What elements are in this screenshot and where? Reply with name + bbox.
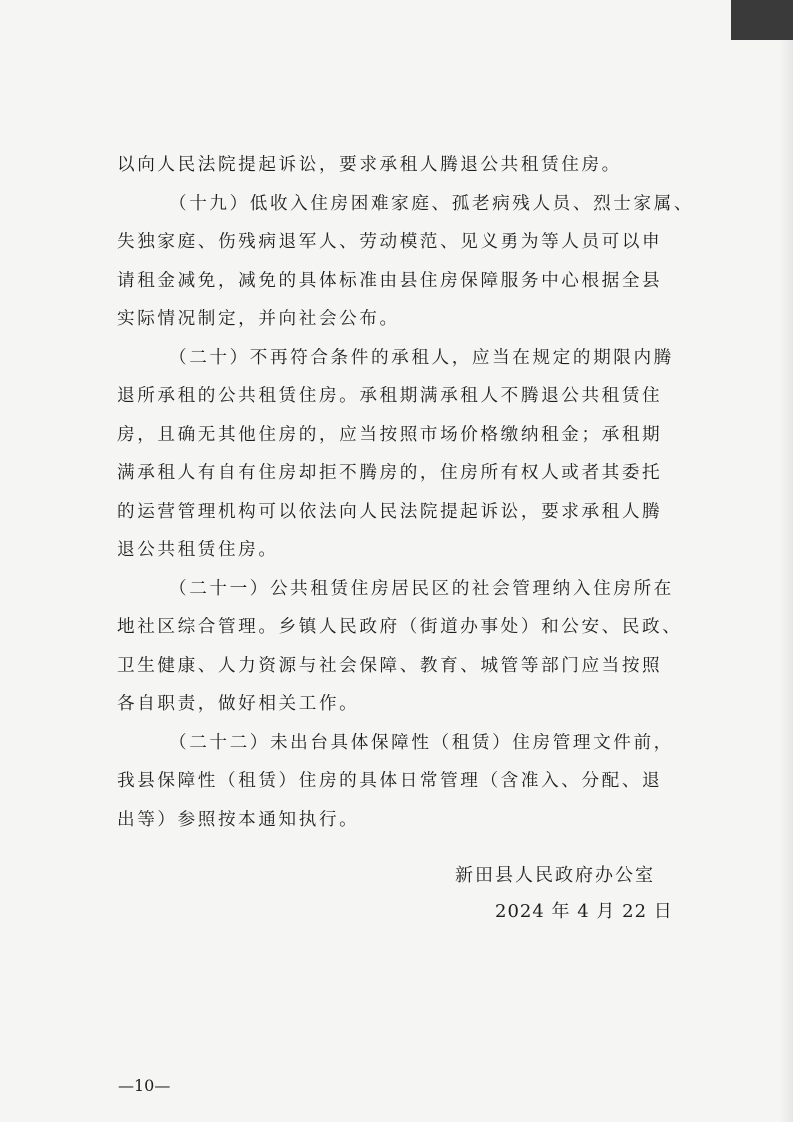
body-line: 退公共租赁住房。 (117, 540, 279, 560)
scan-edge-shadow (779, 40, 793, 1122)
body-line: （二十一）公共租赁住房居民区的社会管理纳入住房所在 (169, 578, 674, 599)
body-line: 请租金减免，减免的具体标准由县住房保障服务中心根据全县 (117, 270, 663, 291)
body-line: （二十）不再符合条件的承租人，应当在规定的期限内腾 (169, 347, 674, 368)
body-line: （十九）低收入住房困难家庭、孤老病残人员、烈士家属、 (169, 193, 695, 214)
body-line: 的运营管理机构可以依法向人民法院提起诉讼，要求承租人腾 (117, 501, 663, 522)
scan-corner-mark (731, 0, 793, 40)
body-text (117, 146, 695, 839)
body-line: 满承租人有自有住房却拒不腾房的，住房所有权人或者其委托 (117, 463, 663, 483)
body-line: 出等）参照按本通知执行。 (117, 809, 360, 830)
issuer-signature: 新田县人民政府办公室 (455, 865, 655, 886)
body-line: 卫生健康、人力资源与社会保障、教育、城管等部门应当按照 (117, 655, 663, 676)
body-line: 退所承租的公共租赁住房。承租期满承租人不腾退公共租赁住 (117, 386, 663, 406)
body-line: 以向人民法院提起诉讼，要求承租人腾退公共租赁住房。 (117, 155, 622, 175)
body-line: 房，且确无其他住房的，应当按照市场价格缴纳租金；承租期 (117, 424, 663, 445)
issue-date: 2024 年 4 月 22 日 (495, 901, 673, 922)
body-line: 地社区综合管理。乡镇人民政府（街道办事处）和公安、民政、 (117, 617, 683, 637)
body-line: （二十二）未出台具体保障性（租赁）住房管理文件前， (169, 732, 674, 753)
body-line: 我县保障性（租赁）住房的具体日常管理（含准入、分配、退 (117, 771, 663, 791)
body-line: 各自职责，做好相关工作。 (117, 694, 360, 714)
body-line: 失独家庭、伤残病退军人、劳动模范、见义勇为等人员可以申 (117, 232, 663, 252)
page-number: —10— (118, 1076, 171, 1095)
body-line: 实际情况制定，并向社会公布。 (117, 309, 400, 329)
